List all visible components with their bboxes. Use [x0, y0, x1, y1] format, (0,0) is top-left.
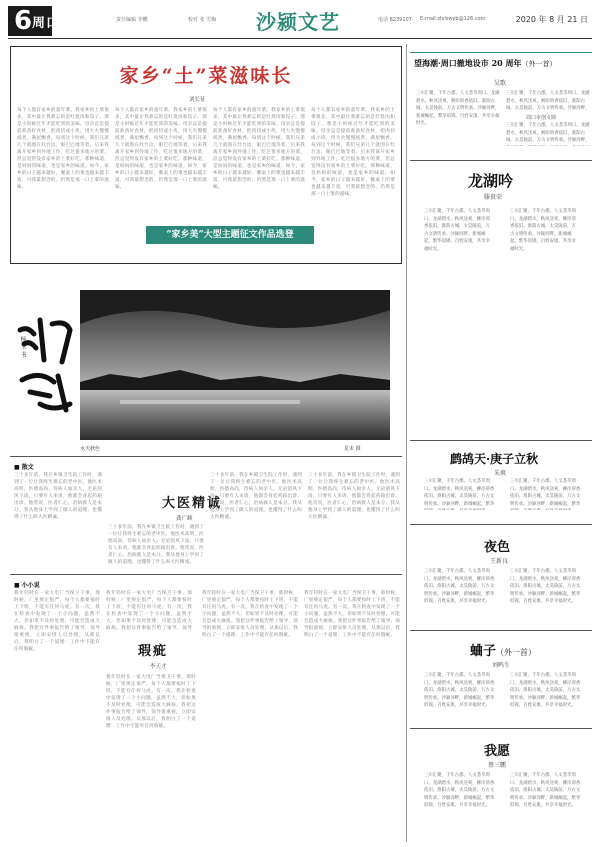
photo-bottom-rule: [10, 456, 402, 457]
poem1-col-2: 三川汇聚，千年古郡，人文荟萃周口。龙湖碧水，秋风送爽，柳岸荷香依旧。淮阳古城，太昊陵前，万古文明传承。沙颍河畔，: [506, 91, 590, 111]
poem1-author: 吴歌: [494, 80, 507, 87]
top-article-author: 刘长征: [189, 97, 206, 103]
page-number-box: [8, 6, 89, 36]
poem3-top-rule: [410, 440, 592, 441]
poem1-suffix: （外一首）: [521, 60, 557, 68]
paper-name: 周口日报: [32, 16, 89, 31]
poem2-title: 龙湖吟: [468, 172, 514, 190]
section-title: 沙颍文艺: [256, 10, 340, 34]
story-col-4: 我年轻时在一家大电厂当保卫干事。那时候，厂里规定很严，每个人都要按时上下班，不能有任何马虎。有一次，我在检查中发现了一个小问题，虽然不大，但如果不及时处理，可能会造成大麻烦。我把这件事报告给了领导，领导很重视，立即安排人员处理。从那以后，我明白了一个道理：工作中不能有任何瑕疵。: [304, 591, 400, 638]
poem2-col-2: 三川汇聚，千年古郡，人文荟萃周口。龙湖碧水，秋风送爽，柳岸荷香依旧。淮阳古城，太昊陵前，万古文明传承。沙颍河畔，新城崛起，繁华似锦，百姓安康，共享幸福时光。: [510, 209, 576, 252]
flaw-article-title: 瑕疵: [138, 644, 169, 659]
calligrapher-credit: 杨 卫 书: [19, 336, 26, 358]
photo-credit: 星末 摄: [344, 446, 361, 452]
story-col-3: 我年轻时在一家大电厂当保卫干事。那时候，厂里规定很严，每个人都要按时上下班，不能有任何马虎。有一次，我在检查中发现了一个小问题，虽然不大，但如果不及时处理，可能会造成大麻烦。我把这件事报告给了领导，领导很重视，立即安排人员处理。从那以后，我明白了一个道理：工作中不能有任何瑕疵。: [202, 591, 298, 638]
poem2-col-1: 三川汇聚，千年古郡，人文荟萃周口。龙湖碧水，秋风送爽，柳岸荷香依旧。淮阳古城，太昊陵前，万古文明传承。沙颍河畔，新城崛起，繁华似锦，百姓安康，共享幸福时光。: [424, 209, 490, 252]
story-col-2a: 我年轻时在一家大电厂当保卫干事。那时候，厂里规定很严，每个人都要按时上下班，不能有任何马虎。有一次，我在检查中发现了一个小问题，虽然不大，但如果不及时处理，可能会造成大麻烦。我把这件事报告给了领导，领导: [106, 591, 192, 630]
poem5-top-rule: [410, 630, 592, 631]
poem1-title: [414, 58, 557, 69]
story-col-2b: 我年轻时在一家大电厂当保卫干事。那时候，厂里规定很严，每个人都要按时上下班，不能有任何马虎。有一次，我在检查中发现了一个小问题，虽然不大，但如果不及时处理，可能会造成大麻烦。我把这件事报告给了领导，领导很重视，立即安排人员处理。从那以后，我明白了一个道理：工作中不能有任何瑕疵。: [106, 675, 196, 729]
phone: 电话 8239107: [378, 17, 412, 23]
column-divider: [406, 44, 407, 842]
poem6-author: 蔡三鹏: [488, 762, 507, 769]
top-article-col-2: 每个人都有家乡的童年菜。我家乡的土菜很多，其中最让我难忘的是红烧肉和饺子。那是小时候过年才能吃到的美味。母亲总是提前准备好食材，把肉切成小块，用大火慢慢炖煮，满屋飘香。每到这个时候，我们兄弟几个就围在灶台边，眼巴巴地等着。后来我离开家乡到外地工作，吃过很多地方的菜，但总觉得没有家乡的土菜好吃。那种味道，是妈妈的味道，也是家乡的味道。如今，家乡的日子越来越好，餐桌上的菜也越来越丰富，可我最想念的，仍然是那一口土菜的滋味。: [115, 108, 207, 190]
photo-caption: 水天秋色: [80, 446, 101, 452]
poem6-top-rule: [410, 728, 592, 729]
prose-col-3: 三十多年前，我在乡镇卫生院工作时，遇到了一位让我终生难忘的老中医。他医术高明，医德高尚，待病人如亲人。无论刮风下雨，只要有人来请，他都会背起药箱出诊。他常说，医者仁心，治病救人是本分。我从他身上学到了做人的道理，也懂得了什么叫大医精诚。: [210, 473, 302, 520]
page-number: 6: [14, 6, 33, 36]
poem3-col-2: 三川汇聚，千年古郡，人文荟萃周口。龙湖碧水，秋风送爽，柳岸荷香依旧。淮阳古城，太昊陵前，万古文明传承。沙颍河畔，新城崛起，繁华: [510, 479, 581, 507]
poem5-author: 刘鸣生: [492, 662, 511, 669]
poem2-top-rule: [410, 160, 592, 161]
lake-sunset-image: [80, 290, 390, 440]
poem2-author: 滕贵荣: [484, 194, 503, 201]
poem3-author: 朱爽: [494, 470, 507, 477]
poem6-col-1: 三川汇聚，千年古郡，人文荟萃周口。龙湖碧水，秋风送爽，柳岸荷香依旧。淮阳古城，太昊陵前，万古文明传承。沙颍河畔，新城崛起，繁华似锦，百姓安康，共享幸福时光。: [424, 773, 495, 808]
right-top-rule: [410, 52, 592, 53]
prose-col-4: 三十多年前，我在乡镇卫生院工作时，遇到了一位让我终生难忘的老中医。他医术高明，医德高尚，待病人如亲人。无论刮风下雨，只要有人来请，他都会背起药箱出诊。他常说，医者仁心，治病救人是本分。我从他身上学到了做人的道理，也懂得了什么叫大医精诚。: [308, 473, 400, 520]
poem4-author: 王新良: [490, 558, 509, 565]
poem1-subtitle: 周口市创文颂: [526, 115, 557, 121]
poem5-title: [470, 640, 536, 659]
calligraphy-block: [10, 300, 90, 440]
header-rule: [8, 38, 592, 39]
poem6-title: 我愿: [484, 744, 511, 759]
poem5-col-2: 三川汇聚，千年古郡，人文荟萃周口。龙湖碧水，秋风送爽，柳岸荷香依旧。淮阳古城，太昊陵前，万古文明传承。沙颍河畔，新城崛起，繁华似锦，百姓安康，共享幸福时光。: [510, 673, 581, 708]
poem5-suffix: （外一首）: [496, 648, 537, 657]
top-article-col-3: 每个人都有家乡的童年菜。我家乡的土菜很多，其中最让我难忘的是红烧肉和饺子。那是小时候过年才能吃到的美味。母亲总是提前准备好食材，把肉切成小块，用大火慢慢炖煮，满屋飘香。每到这个时候，我们兄弟几个就围在灶台边，眼巴巴地等着。后来我离开家乡到外地工作，吃过很多地方的菜，但总觉得没有家乡的土菜好吃。那种味道，是妈妈的味道，也是家乡的味道。如今，家乡的日子越来越好，餐桌上的菜也越来越丰富，可我最想念的，仍然是那一口土菜的滋味。: [213, 108, 305, 190]
poem5-title-text: 蛐子: [470, 644, 497, 659]
prose-bottom-rule: [10, 574, 402, 575]
poem1-col-1: 三川汇聚，千年古郡，人文荟萃周口。龙湖碧水，秋风送爽，柳岸荷香依旧。淮阳古城，太昊陵前，万古文明传承。沙颍河畔，新城崛起，繁华似锦，百姓安康，共享幸福时光。: [416, 91, 500, 126]
top-article-title: 家乡“土”菜滋味长: [119, 65, 293, 87]
issue-date: 2020 年 8 月 21 日: [515, 15, 588, 24]
top-article-col-4: 每个人都有家乡的童年菜。我家乡的土菜很多，其中最让我难忘的是红烧肉和饺子。那是小时候过年才能吃到的美味。母亲总是提前准备好食材，把肉切成小块，用大火慢慢炖煮，满屋飘香。每到这个时候，我们兄弟几个就围在灶台边，眼巴巴地等着。后来我离开家乡到外地工作，吃过很多地方的菜，但总觉得没有家乡的土菜好吃。那种味道，是妈妈的味道，也是家乡的味道。如今，家乡的日子越来越好，餐桌上的菜也越来越丰富，可我最想念的，仍然是那一口土菜的滋味。: [311, 108, 395, 197]
prose-col-1: 三十多年前，我在乡镇卫生院工作时，遇到了一位让我终生难忘的老中医。他医术高明，医德高尚，待病人如亲人。无论刮风下雨，只要有人来请，他都会背起药箱出诊。他常说，医者仁心，治病救人是本分。我从他身上学到了做人的道理，也懂得了什么叫大医精诚。: [14, 473, 102, 520]
doctor-article-author: 龚广峰: [176, 516, 193, 522]
doctor-article-title: 大医精诚: [162, 496, 223, 511]
poem4-title: 夜色: [484, 540, 511, 555]
poem4-col-2: 三川汇聚，千年古郡，人文荟萃周口。龙湖碧水，秋风送爽，柳岸荷香依旧。淮阳古城，太昊陵前，万古文明传承。沙颍河畔，新城崛起，繁华似锦，百姓安康，共享幸福时光。: [510, 569, 581, 604]
poem6-col-2: 三川汇聚，千年古郡，人文荟萃周口。龙湖碧水，秋风送爽，柳岸荷香依旧。淮阳古城，太昊陵前，万古文明传承。沙颍河畔，新城崛起，繁华似锦，百姓安康，共享幸福时光。: [510, 773, 581, 808]
designer-credit: 校对 张 雪梅: [188, 17, 217, 23]
page-header: [8, 4, 592, 38]
prose-section-label: ■ 散文: [14, 464, 34, 471]
editor-credit: 责任编辑 李鹏: [116, 17, 148, 23]
poem4-col-1: 三川汇聚，千年古郡，人文荟萃周口。龙湖碧水，秋风送爽，柳岸荷香依旧。淮阳古城，太昊陵前，万古文明传承。沙颍河畔，新城崛起，繁华似锦，百姓安康，共享幸福时光。: [424, 569, 495, 604]
poem3-title: 鹧鸪天·庚子立秋: [450, 452, 539, 466]
top-article-col-1: 每个人都有家乡的童年菜。我家乡的土菜很多，其中最让我难忘的是红烧肉和饺子。那是小时候过年才能吃到的美味。母亲总是提前准备好食材，把肉切成小块，用大火慢慢炖煮，满屋飘香。每到这个时候，我们兄弟几个就围在灶台边，眼巴巴地等着。后来我离开家乡到外地工作，吃过很多地方的菜，但总觉得没有家乡的土菜好吃。那种味道，是妈妈的味道，也是家乡的味道。如今，家乡的日子越来越好，餐桌上的菜也越来越丰富，可我最想念的，仍然是那一口土菜的滋味。: [17, 108, 109, 190]
poem1-col-3: 三川汇聚，千年古郡，人文荟萃周口。龙湖碧水，秋风送爽，柳岸荷香依旧。淮阳古城，太昊陵前，万古文明传承。沙颍河畔，: [506, 123, 590, 143]
story-col-1: 我年轻时在一家大电厂当保卫干事。那时候，厂里规定很严，每个人都要按时上下班，不能有任何马虎。有一次，我在检查中发现了一个小问题，虽然不大，但如果不及时处理，可能会造成大麻烦。我把这件事报告给了领导，领导很重视，立即安排人员处理。从那以后，我明白了一个道理：工作中不能有任何瑕疵。: [14, 591, 100, 652]
contest-banner: “家乡美”大型主题征文作品选登: [146, 226, 314, 244]
poem1-title-text: 望海潮·周口撤地设市 20 周年: [414, 58, 522, 68]
flaw-article-author: 李天才: [150, 664, 167, 670]
poem5-col-1: 三川汇聚，千年古郡，人文荟萃周口。龙湖碧水，秋风送爽，柳岸荷香依旧。淮阳古城，太昊陵前，万古文明传承。沙颍河畔，新城崛起，繁华似锦，百姓安康，共享幸福时光。: [424, 673, 495, 708]
calligraphy-brush-strokes: [10, 300, 90, 440]
poem4-top-rule: [410, 524, 592, 525]
poem3-col-1: 三川汇聚，千年古郡，人文荟萃周口。龙湖碧水，秋风送爽，柳岸荷香依旧。淮阳古城，太昊陵前，万古文明传承。沙颍河畔，新城崛起，繁华: [424, 479, 495, 507]
novel-section-label: ■ 小小说: [14, 582, 40, 589]
email: E-mail:zhrbwyb@126.com: [420, 16, 486, 22]
prose-col-2: 三十多年前，我在乡镇卫生院工作时，遇到了一位让我终生难忘的老中医。他医术高明，医德高尚，待病人如亲人。无论刮风下雨，只要有人来请，他都会背起药箱出诊。他常说，医者仁心，治病救人是本分。我从他身上学到了做人的道理，也懂得了什么叫大医精诚。: [108, 525, 204, 565]
landscape-photo: [80, 290, 390, 440]
